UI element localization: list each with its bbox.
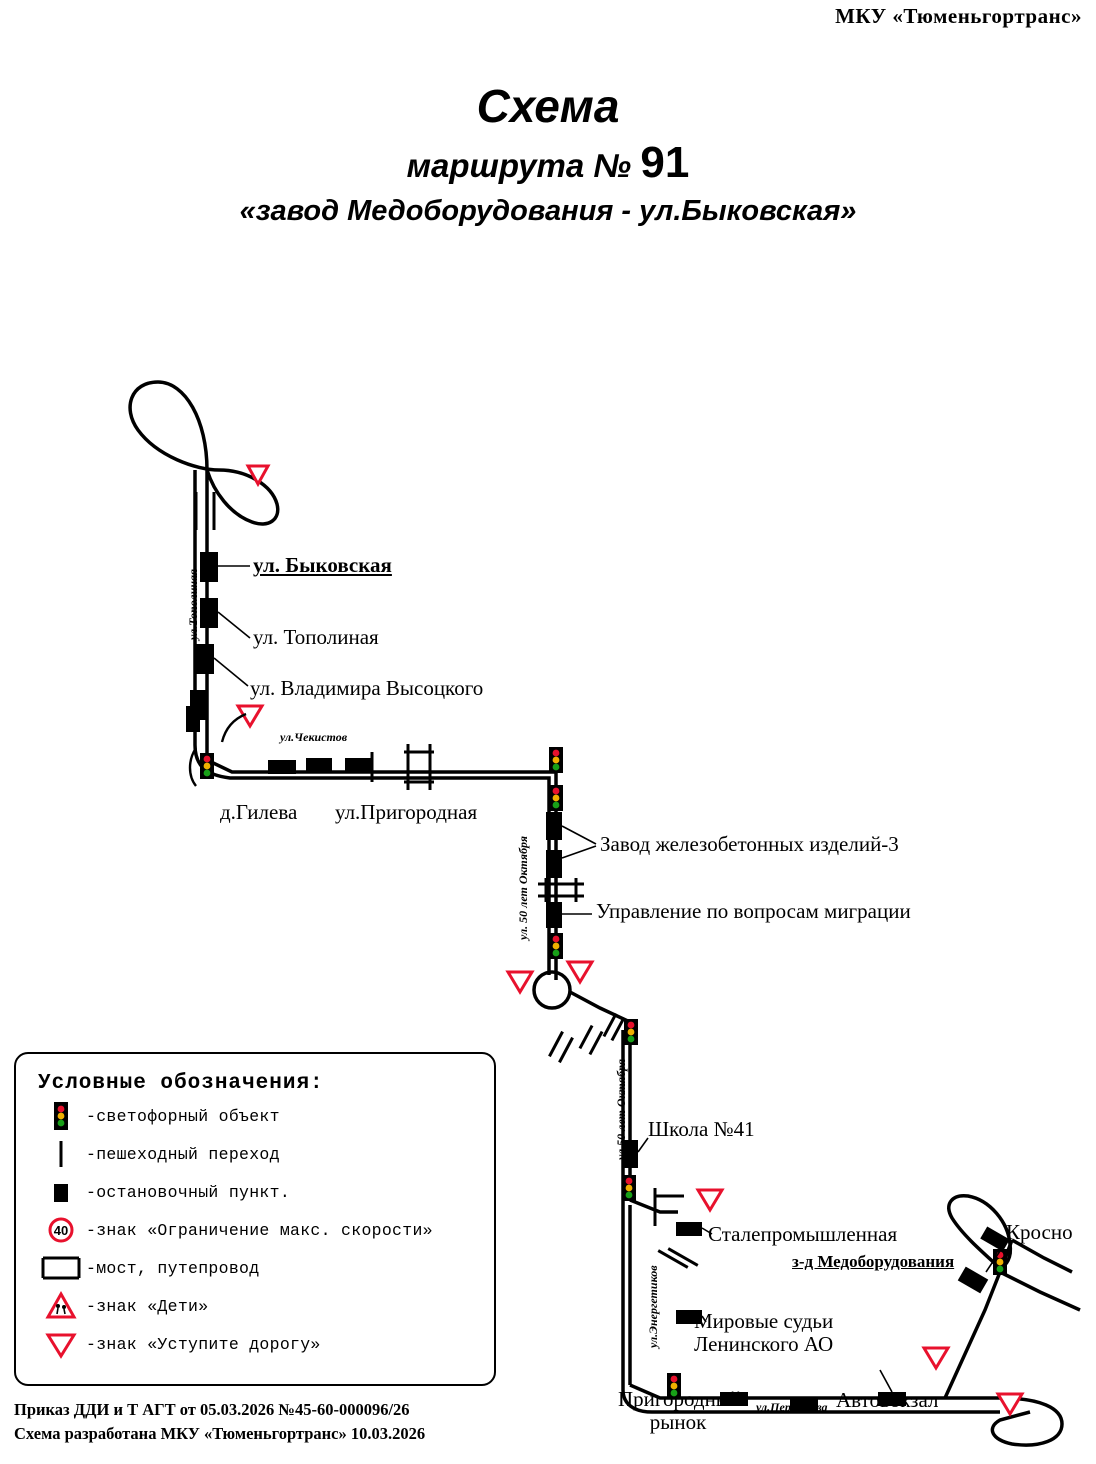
legend-label: -мост, путепровод [86, 1258, 260, 1278]
route-prefix: маршрута № [406, 147, 632, 184]
traffic-light-icon [200, 753, 214, 779]
traffic-light-icon [549, 933, 563, 959]
bus-stop-icon [36, 1176, 86, 1208]
give-way-sign-icon [698, 1190, 722, 1210]
traffic-light-icon [549, 785, 563, 811]
legend-item-bus-stop [36, 1173, 494, 1211]
stop-label-stalepromyshlennaya: Сталепромышленная [708, 1222, 898, 1246]
stop-label-avtovokzal: Автовокзал [836, 1388, 939, 1412]
stop-label-bykovskaya: ул. Быковская [253, 553, 392, 577]
street-label-topolinaya: ул.Тополиная [186, 568, 200, 640]
legend-title: Условные обозначения: [38, 1072, 324, 1095]
stop-label-gileva: д.Гилева [220, 800, 298, 824]
stop-label-school41: Школа №41 [648, 1117, 755, 1141]
stop-label-prigorodnyi-rynok: Пригородный рынок [618, 1387, 742, 1434]
stop-label-vysotskogo: ул. Владимира Высоцкого [250, 676, 484, 700]
legend-label: -знак «Дети» [86, 1296, 209, 1316]
legend-item-give-way-sign [36, 1325, 494, 1363]
street-label-permyakova: ул.Пермякова [756, 1400, 828, 1414]
traffic-light-icon [36, 1100, 86, 1132]
stop-label-prigorodnaya: ул.Пригородная [335, 800, 478, 824]
give-way-sign-icon [998, 1394, 1022, 1414]
legend-panel [14, 1052, 496, 1386]
traffic-light-icon [549, 747, 563, 773]
legend-label: -светофорный объект [86, 1106, 280, 1126]
legend-label: -знак «Ограничение макс. скорости» [86, 1220, 433, 1240]
street-label-50-let-oktyabrya-2: ул.50 лет Октября [614, 1058, 628, 1160]
street-label-chekistov: ул.Чекистов [280, 730, 348, 744]
give-way-sign-icon [508, 972, 532, 992]
legend-item-children-sign [36, 1287, 494, 1325]
organization-header: МКУ «Тюменьгортранс» [835, 4, 1082, 28]
stop-label-zavod-zhbi: Завод железобетонных изделий-3 [600, 832, 899, 856]
stop-label-mirovye-sudi: Мировые судьи Ленинского АО [694, 1309, 834, 1356]
give-way-sign-icon [36, 1328, 86, 1360]
children-warning-sign-icon [36, 1290, 86, 1322]
legend-item-bridge [36, 1249, 494, 1287]
pedestrian-crossing-icon [36, 1138, 86, 1170]
legend-item-speed-limit [36, 1211, 494, 1249]
route-name: «завод Медоборудования - ул.Быковская» [239, 195, 857, 227]
footer-order-line: Приказ ДДИ и Т АГТ от 05.03.2026 №45-60-000096/26 [14, 1400, 410, 1419]
legend-item-pedestrian-crossing [36, 1135, 494, 1173]
street-label-50-let-oktyabrya-1: ул. 50 лет Октября [516, 835, 530, 940]
speed-limit-sign-icon [36, 1214, 86, 1246]
stop-label-topolinaya: ул. Тополиная [253, 625, 379, 649]
route-number: 91 [640, 138, 690, 187]
stop-label-zd-medoborudovaniya: з-д Медоборудования [792, 1252, 955, 1271]
legend-label: -пешеходный переход [86, 1144, 280, 1164]
page-title: Схема [476, 80, 620, 132]
give-way-sign-icon [568, 962, 592, 982]
traffic-light-icon [624, 1019, 638, 1045]
footer-developer-line: Схема разработана МКУ «Тюменьгортранс» 10.03.2026 [14, 1424, 426, 1443]
traffic-light-icon [993, 1249, 1007, 1275]
bridge-icon [36, 1254, 86, 1282]
svg-text:40: 40 [53, 1223, 69, 1238]
stop-label-migration: Управление по вопросам миграции [596, 899, 911, 923]
street-label-energetikov: ул.Энергетиков [646, 1265, 660, 1348]
footer-block [14, 1398, 496, 1446]
legend-item-traffic-light [36, 1097, 494, 1135]
legend-label: -остановочный пункт. [86, 1182, 291, 1202]
give-way-sign-icon [924, 1348, 948, 1368]
stop-label-krosno: Кросно [1006, 1220, 1073, 1244]
legend-label: -знак «Уступите дорогу» [86, 1334, 321, 1354]
give-way-sign-icon [248, 466, 268, 484]
traffic-light-icon [622, 1175, 636, 1201]
